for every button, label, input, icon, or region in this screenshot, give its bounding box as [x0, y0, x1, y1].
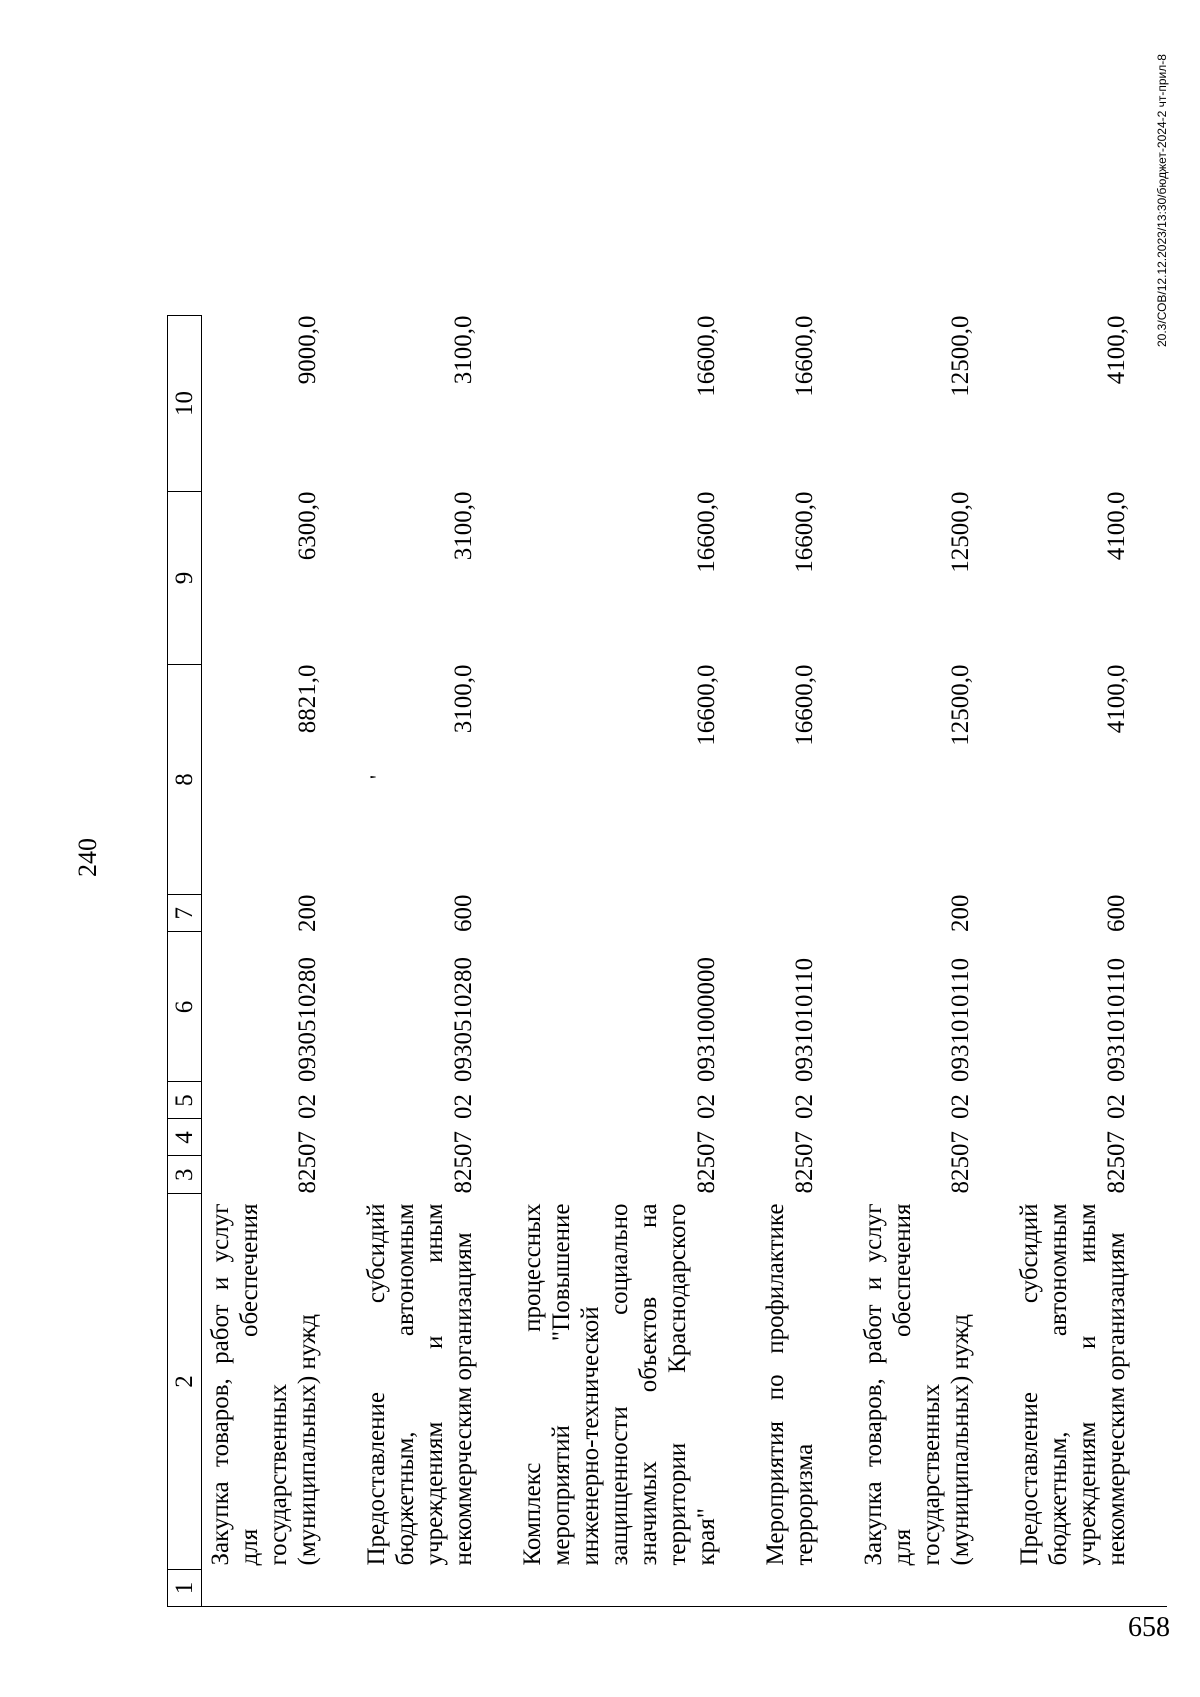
cell-col9: 12500,0: [947, 491, 974, 573]
cell-col9: 4100,0: [1103, 491, 1130, 561]
cell-col9: 16600,0: [791, 491, 818, 573]
cell-col8: 8821,0: [294, 664, 321, 734]
cell-col8: 16600,0: [791, 664, 818, 746]
cell-description: Закупка товаров, работ и услуг для обеспечения государственных (муниципальных) нужд: [860, 1203, 974, 1566]
header-cell: 2: [168, 1194, 202, 1570]
header-cell: 9: [168, 492, 202, 665]
cell-col10: 3100,0: [450, 315, 477, 385]
cell-col5: 02: [294, 1094, 321, 1119]
cell-col10: 16600,0: [791, 315, 818, 397]
cell-col10: 12500,0: [947, 315, 974, 397]
cell-col4: 07: [1103, 1131, 1130, 1156]
cell-col8: 16600,0: [693, 664, 720, 746]
table-row: [757, 316, 855, 1607]
cell-col6: 0931010110: [791, 957, 818, 1082]
cell-col1: [757, 1570, 855, 1607]
cell-col1: [358, 1570, 514, 1607]
cell-col7: [514, 895, 757, 933]
document-code: 20.3/СОВ/12.12.2023/13:30/бюджет-2024-2 чт-прил-8: [1155, 54, 1169, 347]
cell-col4: 07: [294, 1131, 321, 1156]
cell-col9: 3100,0: [450, 491, 477, 561]
header-cell: 1: [168, 1570, 202, 1607]
cell-col6: 0930510280: [450, 957, 477, 1082]
cell-col7: 600: [450, 894, 477, 932]
cell-col1: [202, 1570, 359, 1607]
cell-col5: 02: [1103, 1094, 1130, 1119]
cell-description: Комплекс процессных мероприятий "Повышение инженерно-технической защищенности социально значимых объектов на территории Краснодарского края": [519, 1203, 720, 1566]
header-row: [168, 316, 202, 1607]
header-cell: 3: [168, 1156, 202, 1194]
cell-col9: 6300,0: [294, 491, 321, 561]
cell-col9: 16600,0: [693, 491, 720, 573]
cell-col3: 825: [947, 1156, 974, 1194]
cell-col1: [514, 1570, 757, 1607]
cell-col3: 825: [693, 1156, 720, 1194]
cell-col4: 07: [693, 1131, 720, 1156]
table-row: [855, 316, 1011, 1607]
cell-col8: 3100,0: [450, 664, 477, 734]
table-row: [1011, 316, 1167, 1607]
cell-col8: 4100,0: [1103, 664, 1130, 734]
cell-col6: 0931010110: [947, 957, 974, 1082]
header-cell: 6: [168, 932, 202, 1082]
table-row: [514, 316, 757, 1607]
cell-col8: 12500,0: [947, 664, 974, 746]
cell-col7: 200: [947, 894, 974, 932]
cell-col7: [757, 895, 855, 933]
cell-description: Предоставление субсидий бюджетным, автономным учреждениям и иным некоммерческим организациям: [1016, 1203, 1130, 1566]
cell-col3: 825: [791, 1156, 818, 1194]
cell-col7: 600: [1103, 894, 1130, 932]
table-row: [202, 316, 359, 1607]
cell-col6: 0931010110: [1103, 957, 1130, 1082]
cell-col1: [1011, 1570, 1167, 1607]
cell-col6: 0931000000: [693, 957, 720, 1082]
header-cell: 8: [168, 665, 202, 895]
cell-col5: 02: [791, 1094, 818, 1119]
header-cell: 10: [168, 316, 202, 492]
cell-description: Мероприятия по профилактике терроризма: [762, 1203, 818, 1566]
cell-col4: 07: [791, 1131, 818, 1156]
cell-col3: 825: [294, 1156, 321, 1194]
cell-col1: [855, 1570, 1011, 1607]
cell-description: Закупка товаров, работ и услуг для обеспечения государственных (муниципальных) нужд: [207, 1203, 321, 1566]
cell-col5: 02: [450, 1094, 477, 1119]
cell-col4: 07: [450, 1131, 477, 1156]
cell-description: Предоставление субсидий бюджетным, автономным учреждениям и иным некоммерческим организациям: [363, 1203, 477, 1566]
cell-col5: 02: [693, 1094, 720, 1119]
cell-col10: 9000,0: [294, 315, 321, 385]
header-cell: 5: [168, 1082, 202, 1119]
table-row: [358, 316, 514, 1607]
cell-col3: 825: [1103, 1156, 1130, 1194]
cell-col10: 4100,0: [1103, 315, 1130, 385]
budget-table: [167, 315, 1167, 1607]
cell-col3: 825: [450, 1156, 477, 1194]
page-number-bottom: 658: [1128, 1612, 1170, 1643]
page-number-top: 240: [73, 838, 102, 877]
cell-col4: 07: [947, 1131, 974, 1156]
header-cell: 4: [168, 1119, 202, 1156]
header-cell: 7: [168, 895, 202, 933]
cell-col5: 02: [947, 1094, 974, 1119]
cell-col10: 16600,0: [693, 315, 720, 397]
cell-col7: 200: [294, 894, 321, 932]
stray-mark: ': [365, 775, 390, 779]
cell-col6: 0930510280: [294, 957, 321, 1082]
